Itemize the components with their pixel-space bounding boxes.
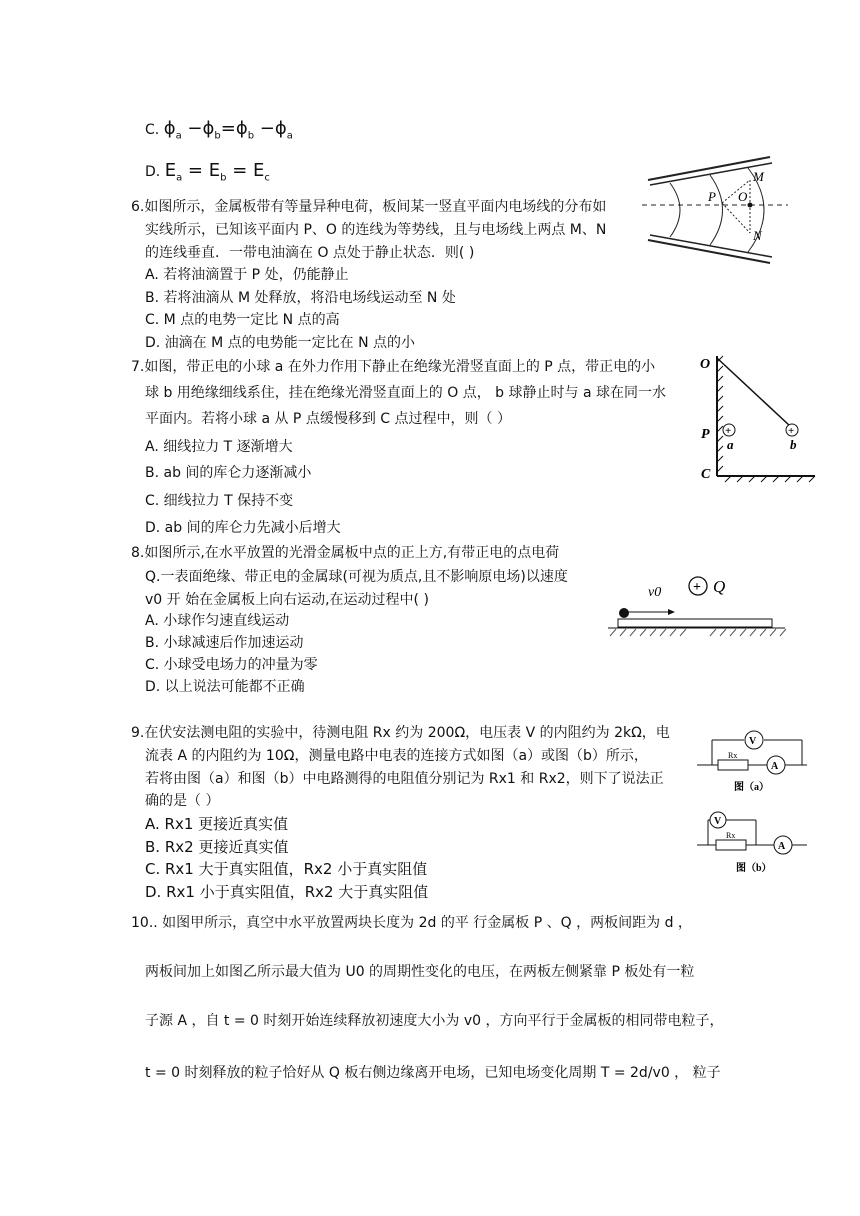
q5-option-d <box>145 160 270 184</box>
q7-option-d: D. ab 间的库仑力先减小后增大 <box>145 520 341 536</box>
q9-a-ammeter: A <box>771 761 779 772</box>
q6-label-m: M <box>753 169 764 184</box>
q9-fig-b-caption: 图（b） <box>736 863 772 874</box>
q9-a-rx: Rx <box>728 751 738 760</box>
q9-circuit-a <box>697 731 807 793</box>
q8-option-c: C. 小球受电场力的冲量为零 <box>145 657 318 673</box>
q9-stem-line2: 流表 A 的内阻约为 10Ω，测量电路中电表的连接方式如图（a）或图（b）所示， <box>145 748 648 764</box>
q7-stem-line1: 7.如图，带正电的小球 a 在外力作用下静止在绝缘光滑竖直面上的 P 点，带正电的小 <box>131 359 656 375</box>
q7-option-a: A. 细线拉力 T 逐渐增大 <box>145 439 293 455</box>
q6-label-p: P <box>708 189 716 204</box>
option-label: C. <box>145 122 160 138</box>
q9-b-ammeter: A <box>778 841 786 852</box>
q9-stem-line1: 9.在伏安法测电阻的实验中，待测电阻 Rx 约为 200Ω，电压表 V 的内阻约为 2kΩ，电 <box>131 725 670 741</box>
q9-option-a: A. Rx1 更接近真实值 <box>145 815 289 833</box>
q10-line2: 两板间加上如图乙所示最大值为 U0 的周期性变化的电压，在两板左侧紧靠 P 板处有一粒 <box>145 964 695 980</box>
q10-line1: 10.. 如图甲所示，真空中水平放置两块长度为 2d 的平 行金属板 P 、Q ，两板间距为 d ， <box>131 915 692 931</box>
q8-stem-line3: v0 开 始在金属板上向右运动,在运动过程中( ) <box>145 592 429 608</box>
q9-b-voltmeter: V <box>714 816 722 827</box>
q8-charge-plus: + <box>693 580 701 595</box>
q10-line3: 子源 A ，自 t = 0 时刻开始连续释放初速度大小为 v0 ，方向平行于金属板的相同带电粒子， <box>145 1013 724 1029</box>
q5-option-c-formula: $\phi_a -\phi_b=\phi_b -\phi_a$ <box>163 118 293 142</box>
option-label: D. <box>145 164 161 180</box>
q9-b-rx: Rx <box>726 831 736 840</box>
q6-label-o: O <box>738 189 748 204</box>
q6-option-a: A. 若将油滴置于 P 处，仍能静止 <box>145 267 349 283</box>
q9-option-d: D. Rx1 小于真实阻值，Rx2 大于真实阻值 <box>145 883 429 901</box>
q9-stem-line4: 确的是（ ） <box>145 793 220 809</box>
q9-circuit-b <box>697 812 807 874</box>
q6-stem-line2: 实线所示，已知该平面内 P、O 的连线为等势线，且与电场线上两点 M、N <box>145 222 607 238</box>
q5-option-d-formula: $E_a = E_b = E_c$ <box>164 160 270 184</box>
q9-circuit-diagrams <box>692 725 812 875</box>
q8-label-q: Q <box>713 577 726 596</box>
q6-option-b: B. 若将油滴从 M 处释放，将沿电场线运动至 N 处 <box>145 290 456 306</box>
q6-stem-line3: 的连线垂直．一带电油滴在 O 点处于静止状态．则( ) <box>145 245 475 261</box>
q9-a-voltmeter: V <box>749 736 757 747</box>
q6-label-n: N <box>753 228 762 243</box>
q6-stem-line1: 6.如图所示，金属板带有等量异种电荷，板间某一竖直平面内电场线的分布如 <box>131 199 607 215</box>
q8-option-b: B. 小球减速后作加速运动 <box>145 635 304 651</box>
q8-label-v0: v0 <box>648 585 662 600</box>
q7-label-p: P <box>701 427 710 442</box>
q9-option-c: C. Rx1 大于真实阻值，Rx2 小于真实阻值 <box>145 860 428 878</box>
q8-stem-line2: Q.一表面绝缘、带正电的金属球(可视为质点,且不影响原电场)以速度 <box>145 569 568 585</box>
q5-option-c <box>145 118 293 142</box>
q7-label-b: b <box>790 437 797 452</box>
q7-option-b: B. ab 间的库仑力逐渐减小 <box>145 465 312 481</box>
q7-label-o: O <box>700 357 711 372</box>
q7-ball-a-plus: + <box>725 425 732 437</box>
q7-option-c: C. 细线拉力 T 保持不变 <box>145 493 294 509</box>
q7-stem-line2: 球 b 用绝缘细线系住，挂在绝缘光滑竖直面上的 O 点， b 球静止时与 a 球在同一水 <box>145 385 666 401</box>
q6-option-d: D. 油滴在 M 点的电势能一定比在 N 点的小 <box>145 335 416 351</box>
q10-line4: t = 0 时刻释放的粒子恰好从 Q 板右侧边缘离开电场，已知电场变化周期 T = 2d/v0 ， 粒子 <box>145 1065 721 1081</box>
q9-option-b: B. Rx2 更接近真实值 <box>145 838 289 856</box>
q7-label-a: a <box>727 437 734 452</box>
q7-stem-line3: 平面内。若将小球 a 从 P 点缓慢移到 C 点过程中，则（ ） <box>145 411 511 427</box>
q6-option-c: C. M 点的电势一定比 N 点的高 <box>145 312 340 328</box>
q7-label-c: C <box>701 467 711 482</box>
q6-field-diagram <box>640 155 790 265</box>
q8-option-a: A. 小球作匀速直线运动 <box>145 613 290 629</box>
q9-fig-a-caption: 图（a） <box>734 782 769 793</box>
q9-stem-line3: 若将由图（a）和图（b）中电路测得的电阻值分别记为 Rx1 和 Rx2，则下了说法正 <box>145 771 664 787</box>
q7-ball-b-plus: + <box>788 425 795 437</box>
q8-stem-line1: 8.如图所示,在水平放置的光滑金属板中点的正上方,有带正电的点电荷 <box>131 545 560 561</box>
q7-wall-diagram <box>695 348 820 483</box>
q8-plate-diagram <box>600 568 790 644</box>
q8-option-d: D. 以上说法可能都不正确 <box>145 679 305 695</box>
